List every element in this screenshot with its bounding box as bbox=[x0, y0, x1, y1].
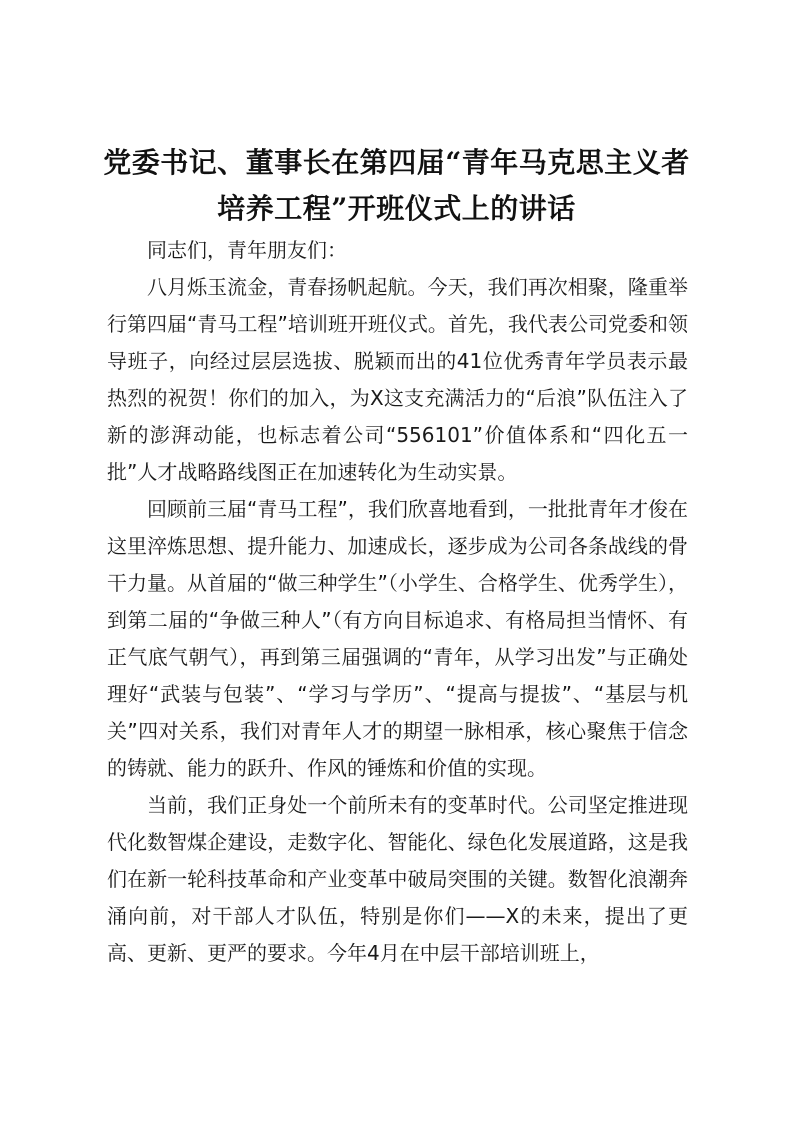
paragraph-3: 当前，我们正身处一个前所未有的变革时代。公司坚定推进现代化数智煤企建设，走数字化、智能化、绿色化发展道路，这是我们在新一轮科技革命和产业变革中破局突围的关键。数智化浪潮奔涌向前，对干部人才队伍，特别是你们——X的未来，提出了更高、更新、更严的要求。今年4月在中层干部培训班上， bbox=[107, 793, 688, 965]
document-body bbox=[107, 232, 688, 972]
paragraph-1: 八月烁玉流金，青春扬帆起航。今天，我们再次相聚，隆重举行第四届“青马工程”培训班开班仪式。首先，我代表公司党委和领导班子，向经过层层选拔、脱颖而出的41位优秀青年学员表示最热烈的祝贺！你们的加入，为X这支充满活力的“后浪”队伍注入了新的澎湃动能，也标志着公司“556101”价值体系和“四化五一批”人才战略路线图正在加速转化为生动实景。 bbox=[107, 275, 688, 484]
document-title: 党委书记、董事长在第四届“青年马克思主义者培养工程”开班仪式上的讲话 bbox=[103, 146, 690, 225]
paragraph-2: 回顾前三届“青马工程”，我们欣喜地看到，一批批青年才俊在这里淬炼思想、提升能力、加速成长，逐步成为公司各条战线的骨干力量。从首届的“做三种学生”（小学生、合格学生、优秀学生），到第二届的“争做三种人”（有方向目标追求、有格局担当情怀、有正气底气朝气），再到第三届强调的“青年，从学习出发”与正确处理好“武装与包装”、“学习与学历”、“提高与提拔”、“基层与机关”四对关系，我们对青年人才的期望一脉相承，核心聚焦于信念的铸就、能力的跃升、作风的锤炼和价值的实现。 bbox=[107, 497, 688, 780]
salutation: 同志们，青年朋友们： bbox=[147, 238, 347, 262]
